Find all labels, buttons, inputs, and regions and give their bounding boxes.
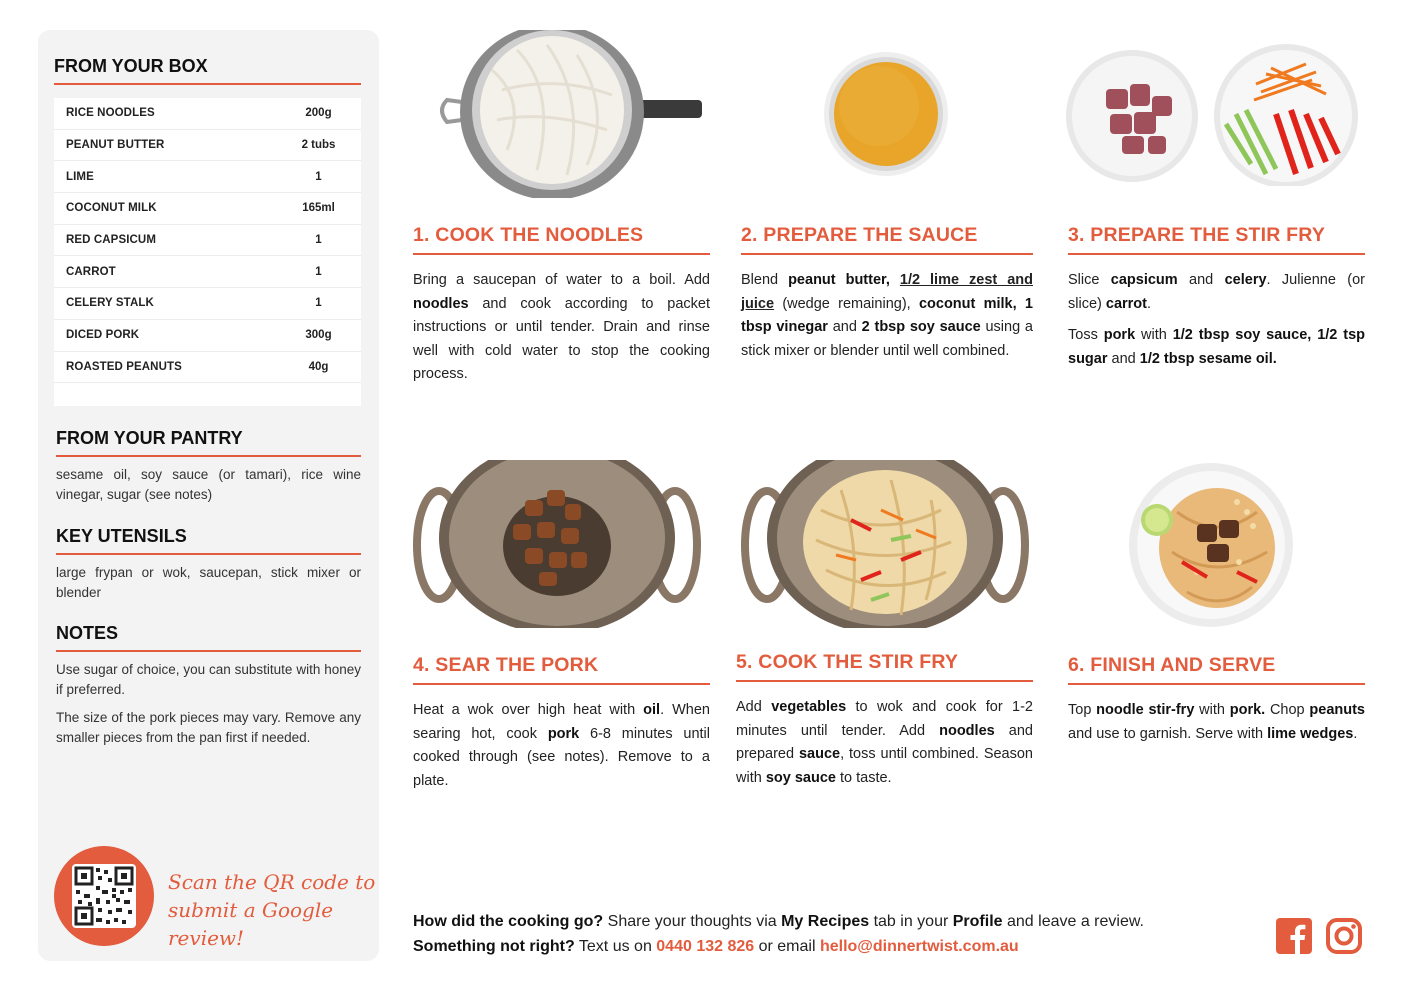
notes-text-1: Use sugar of choice, you can substitute with honey if preferred. [56,662,361,697]
ingredient-qty: 1 [315,265,322,278]
step-5 [736,651,1033,790]
step-3-title: 3. PREPARE THE STIR FRY [1068,224,1365,255]
step-4-title: 4. SEAR THE PORK [413,654,710,685]
facebook-icon[interactable] [1276,918,1312,954]
ingredient-name: DICED PORK [66,329,140,342]
ingredient-qty: 1 [315,297,322,310]
step-6-title: 6. FINISH AND SERVE [1068,654,1365,685]
footer-contact-line: Something not right? Text us on 0440 132 826 or email hello@dinnertwist.com.au [413,938,1019,955]
qr-badge[interactable] [54,846,154,946]
notes-title: NOTES [56,623,361,652]
step-3-text-2: Toss pork with 1/2 tbsp soy sauce, 1/2 tsp sugar and 1/2 tbsp sesame oil. [1068,327,1365,367]
table-row [54,98,361,130]
noodles-pot-image [437,30,702,198]
ingredient-qty: 300g [305,329,332,342]
qr-caption [168,868,379,952]
pantry-title: FROM YOUR PANTRY [56,428,361,457]
ingredient-table [54,98,361,406]
ingredient-qty: 2 tubs [301,139,336,152]
instagram-icon[interactable] [1326,918,1362,954]
ingredient-qty: 1 [315,234,322,247]
step-1 [413,224,710,387]
table-row [54,225,361,257]
table-row [54,288,361,320]
step-3-text-1: Slice capsicum and celery. Julienne (or slice) carrot. [1068,272,1365,312]
table-row [54,320,361,352]
step-3 [1068,224,1365,371]
step-1-title: 1. COOK THE NOODLES [413,224,710,255]
step-4 [413,654,710,793]
step-1-text: Bring a saucepan of water to a boil. Add noodles and cook according to packet instructions or until tender. Drain and rinse well with cold water to stop the cooking process. [413,272,710,382]
sauce-bowl-image [823,50,949,178]
ingredient-name: COCONUT MILK [66,202,157,215]
wok-pork-image [413,460,701,628]
email-link[interactable]: hello@dinnertwist.com.au [819,938,1019,955]
utensils-title: KEY UTENSILS [56,526,361,555]
ingredient-qty: 1 [315,170,322,183]
phone-link[interactable]: 0440 132 826 [656,938,755,955]
served-plate-image [1127,462,1295,628]
table-row [54,161,361,193]
notes-section [56,623,361,748]
pantry-text: sesame oil, soy sauce (or tamari), rice wine vinegar, sugar (see notes) [56,467,361,502]
step-6 [1068,654,1365,746]
step-2 [741,224,1033,363]
ingredient-name: CELERY STALK [66,297,154,310]
notes-text-2: The size of the pork pieces may vary. Remove any smaller pieces from the pan first if needed. [56,710,361,745]
step-2-title: 2. PREPARE THE SAUCE [741,224,1033,255]
ingredient-name: RED CAPSICUM [66,234,157,247]
ingredient-qty: 165ml [302,202,335,215]
sidebar [38,30,379,961]
step-2-text: Blend peanut butter, 1/2 lime zest and juice (wedge remaining), coconut milk, 1 tbsp vinegar and 2 tbsp soy sauce using a stick mixer or blender until well combined. [741,272,1033,359]
stir-fry-prep-image [1066,44,1360,186]
ingredient-name: ROASTED PEANUTS [66,360,182,373]
ingredient-qty: 200g [305,107,332,120]
step-5-text: Add vegetables to wok and cook for 1-2 minutes until tender. Add noodles and prepared sauce, toss until combined. Season with soy sauce to taste. [736,699,1033,786]
utensils-text: large frypan or wok, saucepan, stick mixer or blender [56,565,361,600]
pantry-section [56,428,361,505]
wok-stir-fry-image [741,460,1029,628]
qr-caption-line-1: Scan the QR code to [168,870,376,894]
table-row [54,193,361,225]
step-5-title: 5. COOK THE STIR FRY [736,651,1033,682]
qr-code-icon[interactable] [72,864,136,928]
ingredient-name: LIME [66,170,94,183]
qr-caption-line-2: submit a Google review! [168,898,334,950]
ingredient-name: PEANUT BUTTER [66,139,165,152]
from-your-box-title: FROM YOUR BOX [54,56,361,85]
step-4-text: Heat a wok over high heat with oil. When searing hot, cook pork 6-8 minutes until cooked through (see notes). Remove to a plate. [413,702,710,789]
footer [413,909,1144,959]
utensils-section [56,526,361,603]
table-row [54,352,361,384]
ingredient-name: CARROT [66,265,116,278]
table-row [54,256,361,288]
step-6-text: Top noodle stir-fry with pork. Chop peanuts and use to garnish. Serve with lime wedges. [1068,702,1365,742]
ingredient-name: RICE NOODLES [66,107,155,120]
footer-review-line: How did the cooking go? Share your thoughts via My Recipes tab in your Profile and leave a review. [413,913,1144,930]
ingredient-qty: 40g [308,360,329,373]
table-row [54,130,361,162]
